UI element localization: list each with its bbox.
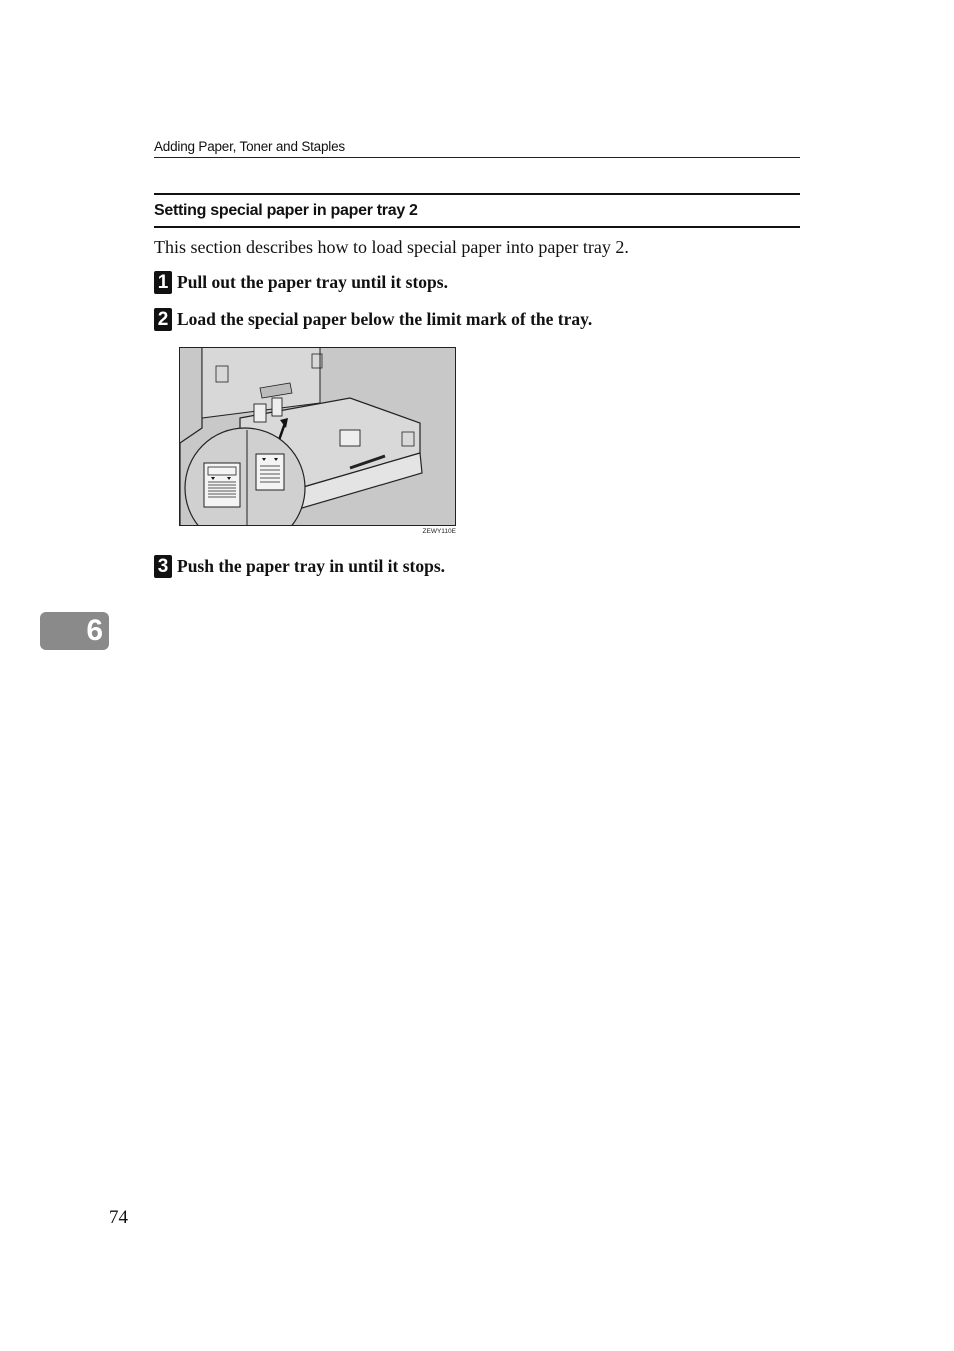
chapter-tab: 6	[40, 612, 109, 650]
step-2	[154, 308, 592, 331]
running-header: Adding Paper, Toner and Staples	[154, 139, 800, 158]
figure-code: ZEWY110E	[422, 528, 456, 535]
step-number-badge: 1	[154, 271, 172, 294]
step-1	[154, 271, 448, 294]
paper-tray-illustration	[179, 347, 456, 526]
step-number-badge: 3	[154, 555, 172, 578]
step-number-badge: 2	[154, 308, 172, 331]
step-3	[154, 555, 445, 578]
intro-paragraph: This section describes how to load special paper into paper tray 2.	[154, 237, 629, 257]
section-title: Setting special paper in paper tray 2	[154, 193, 800, 228]
page-number: 74	[109, 1207, 128, 1228]
step-text: Load the special paper below the limit mark of the tray.	[177, 309, 593, 329]
step-text: Pull out the paper tray until it stops.	[177, 272, 448, 292]
step-text: Push the paper tray in until it stops.	[177, 556, 446, 576]
